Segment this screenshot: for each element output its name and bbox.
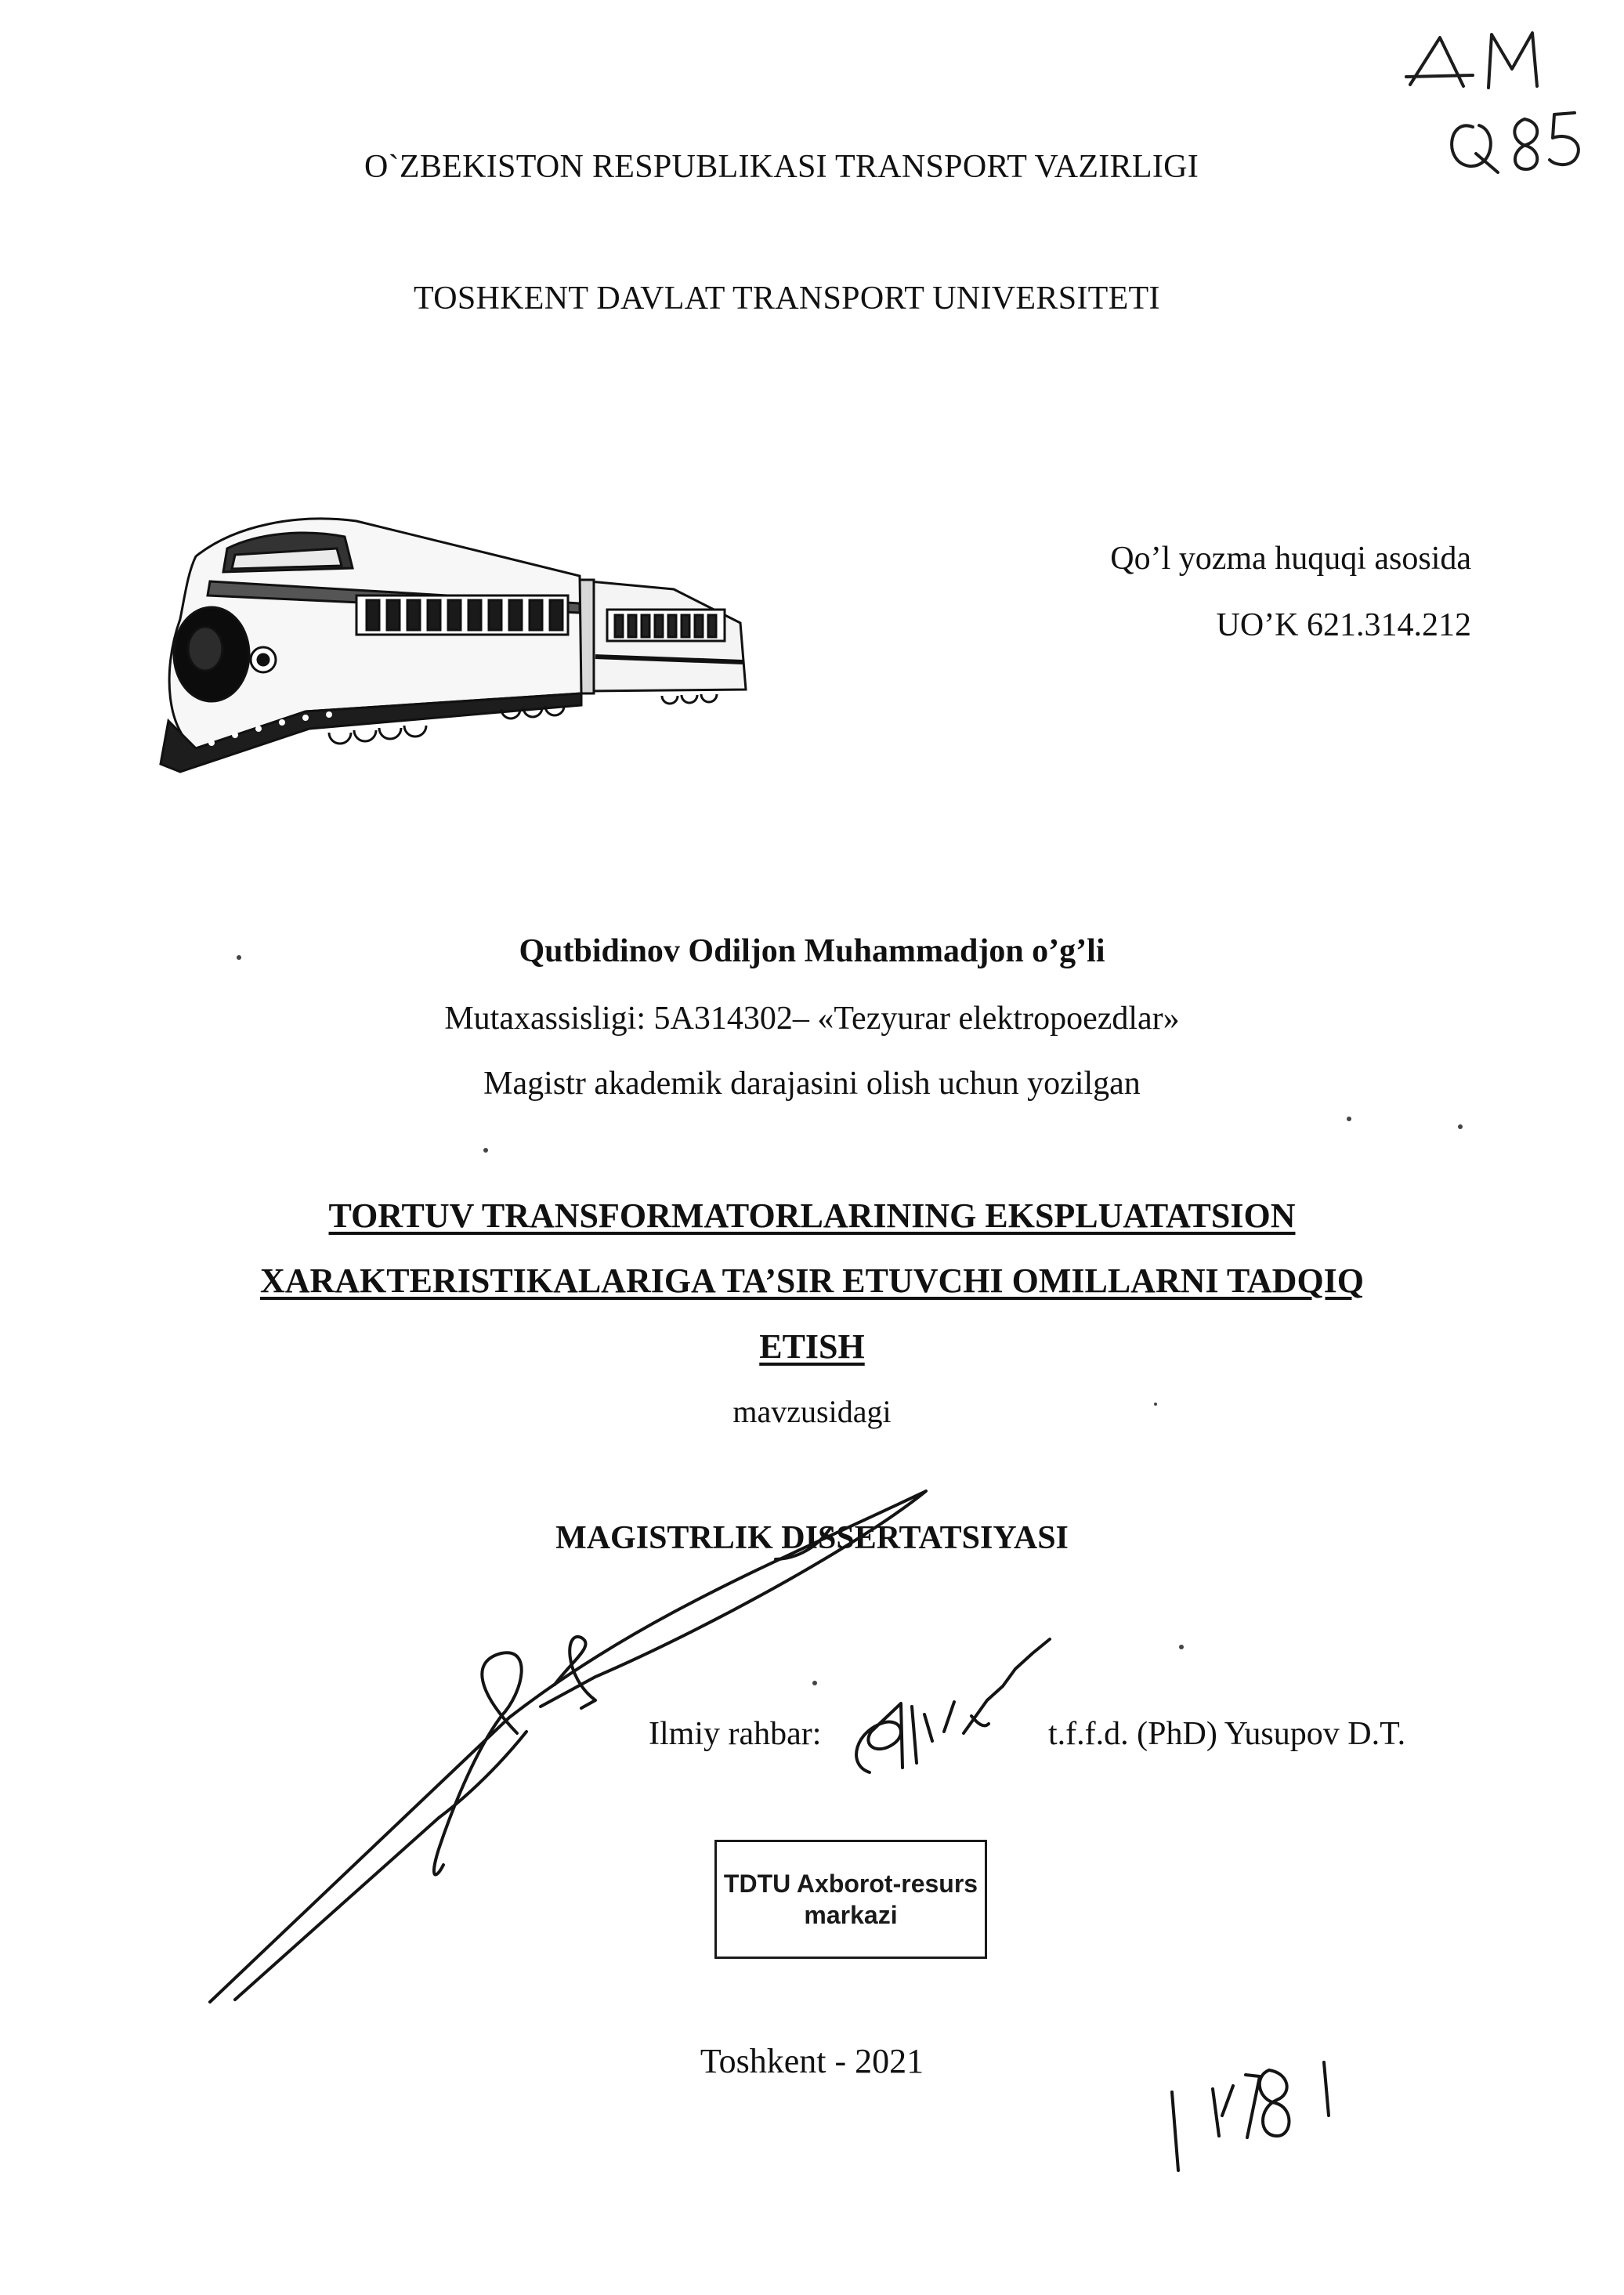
handwritten-number bbox=[1172, 2062, 1329, 2170]
stamp-line-1: TDTU Axborot-resurs bbox=[723, 1870, 978, 1898]
topic-suffix: mavzusidagi bbox=[732, 1394, 892, 1429]
udk-code: UO’K 621.314.212 bbox=[1216, 607, 1471, 643]
university-name: TOSHKENT DAVLAT TRANSPORT UNIVERSITETI bbox=[414, 281, 1160, 317]
thesis-title-line-1: TORTUV TRANSFORMATORLARINING EKSPLUATATSION bbox=[328, 1196, 1296, 1235]
signature-loop bbox=[434, 1652, 522, 1874]
advisor-name: t.f.f.d. (PhD) Yusupov D.T. bbox=[1048, 1716, 1406, 1752]
author-name: Qutbidinov Odiljon Muhammadjon o’g’li bbox=[519, 933, 1105, 969]
degree-purpose: Magistr akademik darajasini olish uchun yozilgan bbox=[483, 1066, 1141, 1102]
advisor-label: Ilmiy rahbar: bbox=[649, 1716, 822, 1752]
ministry-name: O`ZBEKISTON RESPUBLIKASI TRANSPORT VAZIRLIGI bbox=[364, 149, 1199, 185]
city-year: Toshkent - 2021 bbox=[700, 2042, 924, 2080]
thesis-title-line-3: ETISH bbox=[759, 1327, 865, 1366]
dissertation-type: MAGISTRLIK DISSERTATSIYASI bbox=[555, 1520, 1069, 1556]
stamp-line-2: markazi bbox=[804, 1901, 898, 1929]
author-specialty: Mutaxassisligi: 5A314302– «Tezyurar elektropoezdlar» bbox=[444, 1001, 1180, 1037]
copyright-note: Qo’l yozma huquqi asosida bbox=[1110, 541, 1471, 577]
thesis-title-line-2: XARAKTERISTIKALARIGA TA’SIR ETUVCHI OMILLARNI TADQIQ bbox=[259, 1262, 1365, 1300]
advisor-signature bbox=[856, 1639, 1050, 1772]
